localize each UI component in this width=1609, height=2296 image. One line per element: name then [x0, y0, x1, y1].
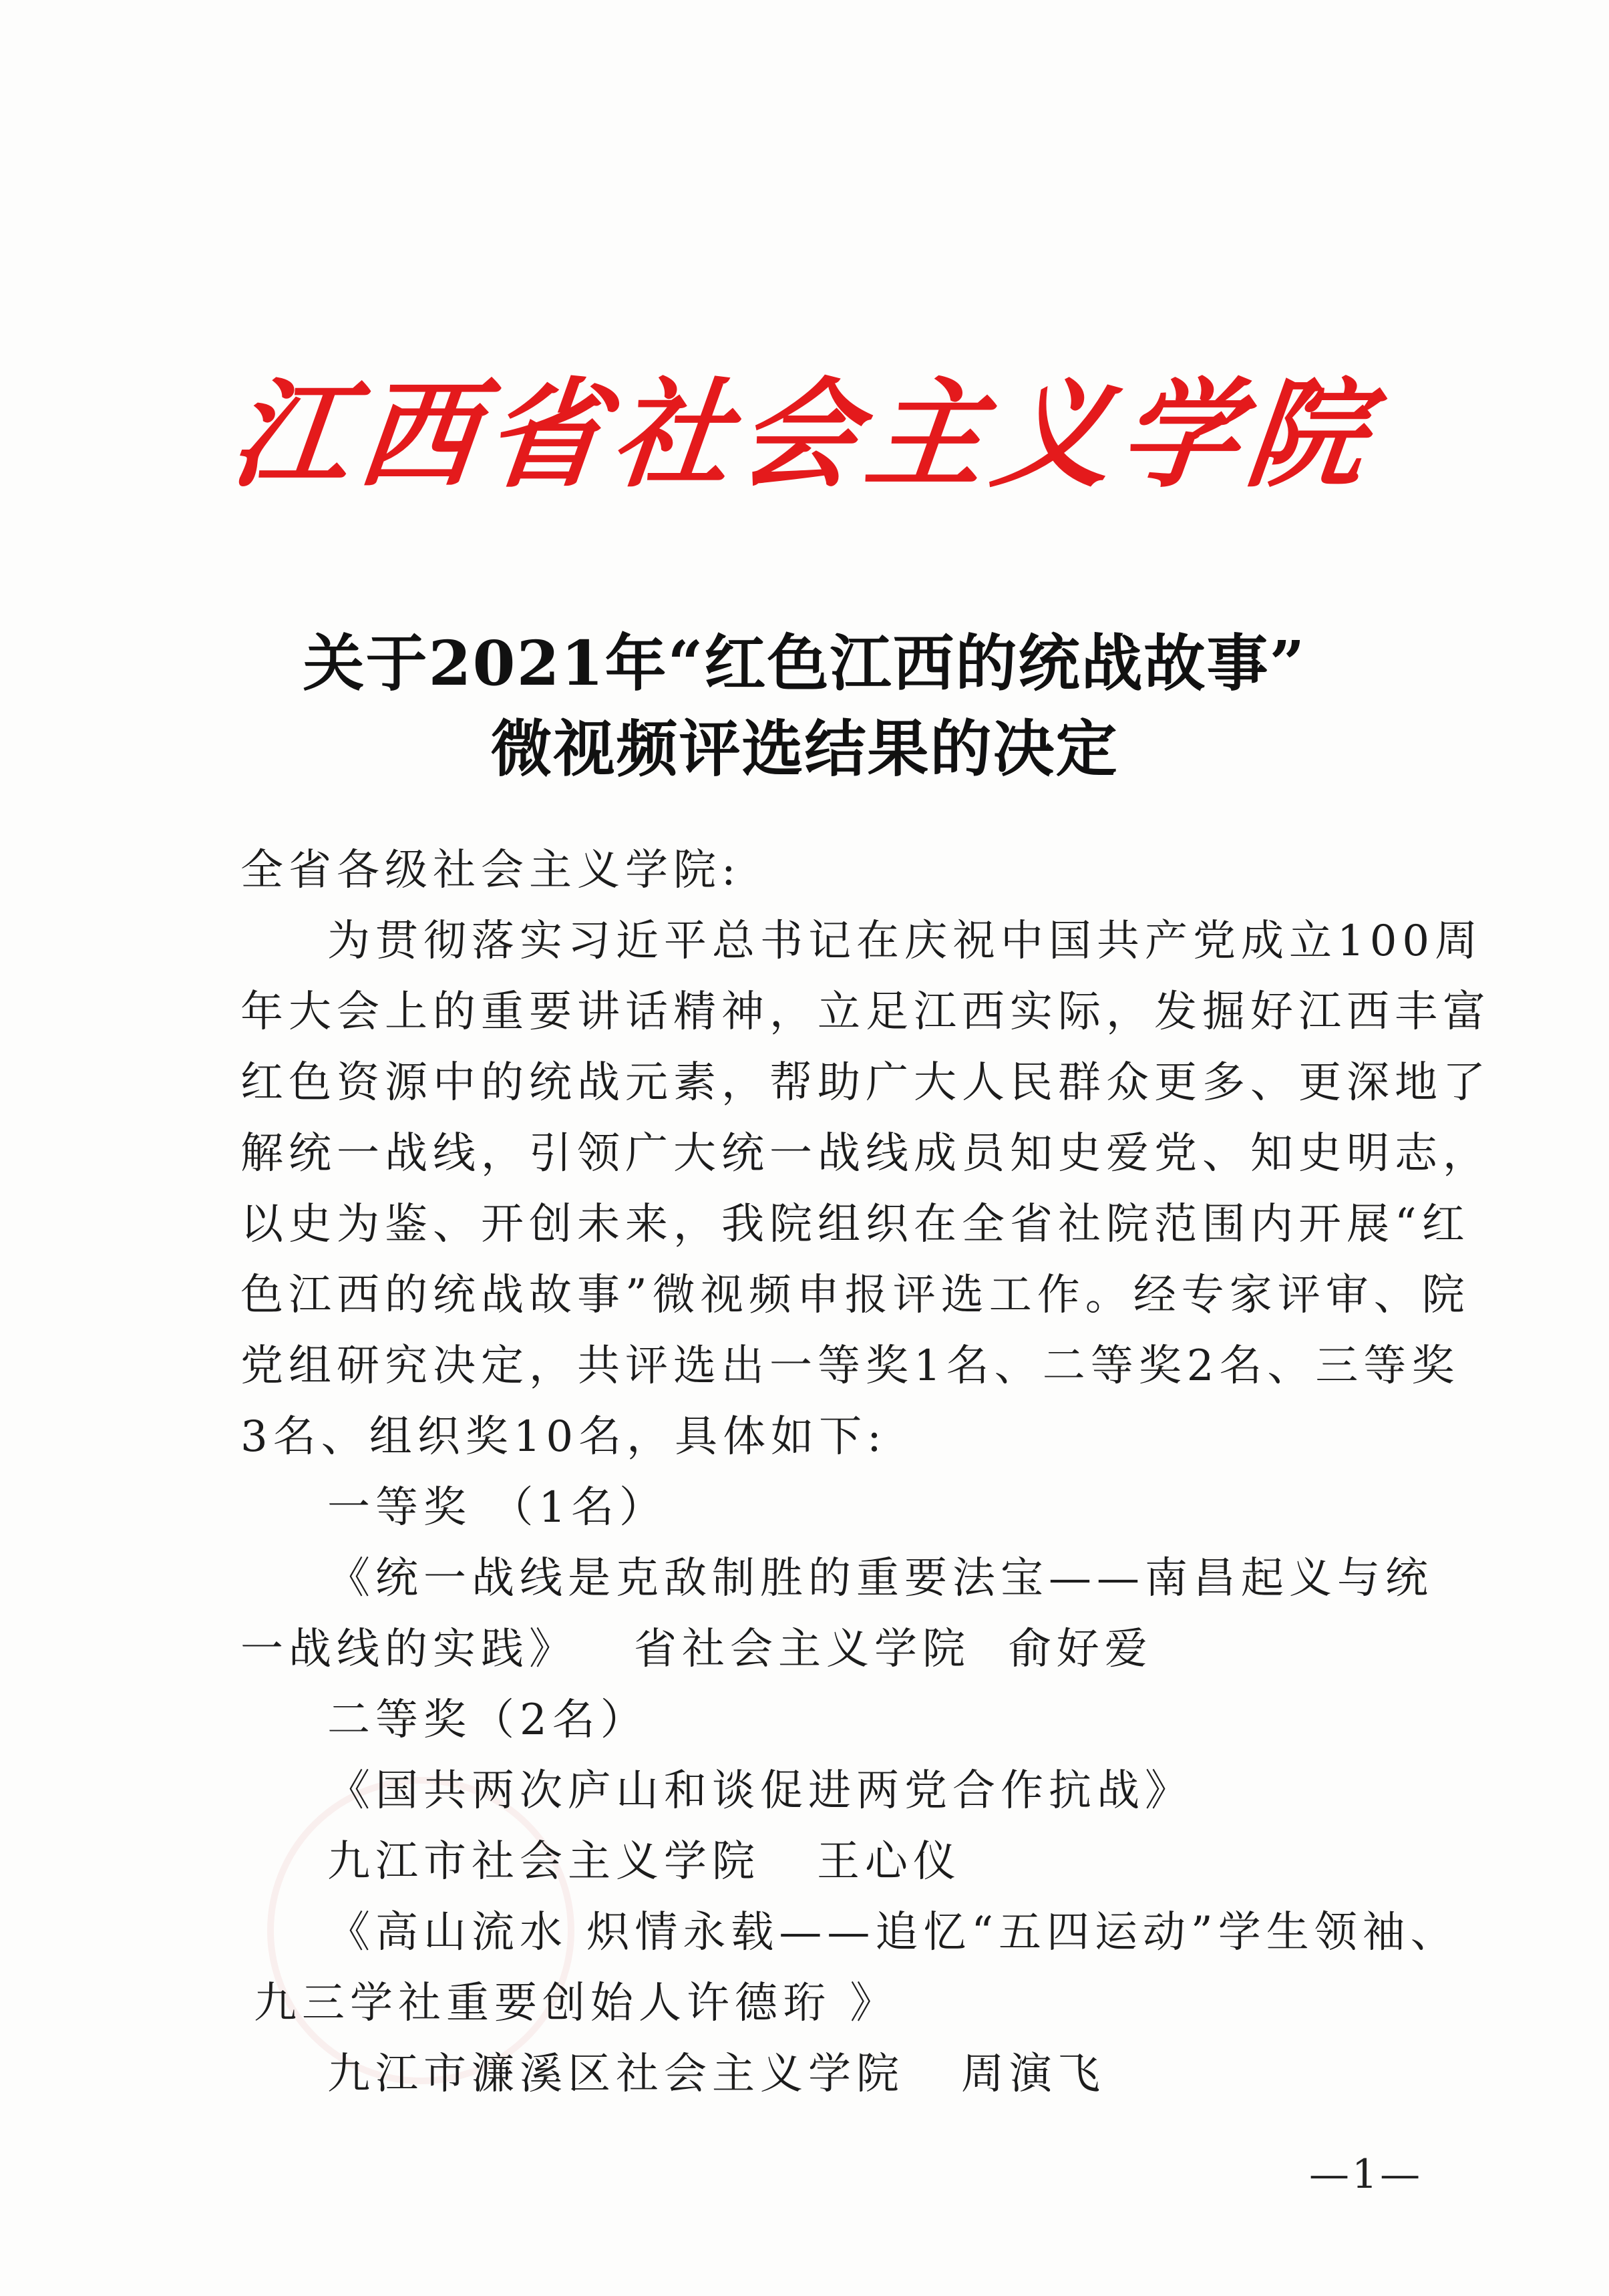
institution-header: 江西省社会主义学院: [225, 365, 1382, 504]
salutation: 全省各级社会主义学院:: [240, 846, 741, 895]
paragraph-line: 解统一战线，引领广大统一战线成员知史爱党、知史明志，: [240, 1129, 1491, 1178]
second-prize-work-title: 《高山流水 炽情永载——追忆“五四运动”学生领袖、: [327, 1908, 1459, 1957]
second-prize-work-title: 九三学社重要创始人许德珩 》: [254, 1979, 898, 2028]
paragraph-line: 红色资源中的统战元素，帮助广大人民群众更多、更深地了: [240, 1058, 1491, 1108]
second-prize-work-author: 九江市社会主义学院 王心仪: [327, 1837, 962, 1887]
first-prize-work-line: 《统一战线是克敌制胜的重要法宝——南昌起义与统: [327, 1554, 1433, 1603]
document-title-line-1: 关于2021年“红色江西的统战故事”: [303, 627, 1306, 699]
paragraph-line: 色江西的统战故事”微视频申报评选工作。经专家评审、院: [240, 1271, 1470, 1320]
second-prize-work-title: 《国共两次庐山和谈促进两党合作抗战》: [327, 1766, 1193, 1816]
second-prize-work-author: 九江市濂溪区社会主义学院 周演飞: [327, 2049, 1106, 2099]
paragraph-line: 为贯彻落实习近平总书记在庆祝中国共产党成立100周: [327, 917, 1483, 966]
paragraph-line: 以史为鉴、开创未来，我院组织在全省社院范围内开展“红: [240, 1200, 1470, 1249]
first-prize-heading: 一等奖 （1名）: [327, 1483, 668, 1532]
first-prize-work-line: 一战线的实践》 省社会主义学院 俞好爱: [240, 1625, 1153, 1674]
second-prize-heading: 二等奖（2名）: [327, 1695, 649, 1745]
document-title-line-2: 微视频评选结果的决定: [490, 713, 1119, 785]
paragraph-line: 年大会上的重要讲话精神，立足江西实际，发掘好江西丰富: [240, 987, 1491, 1037]
paragraph-line: 党组研究决定，共评选出一等奖1名、二等奖2名、三等奖: [240, 1341, 1460, 1391]
paragraph-line: 3名、组织奖10名，具体如下:: [240, 1412, 887, 1462]
page-number: —1—: [1309, 2151, 1423, 2198]
